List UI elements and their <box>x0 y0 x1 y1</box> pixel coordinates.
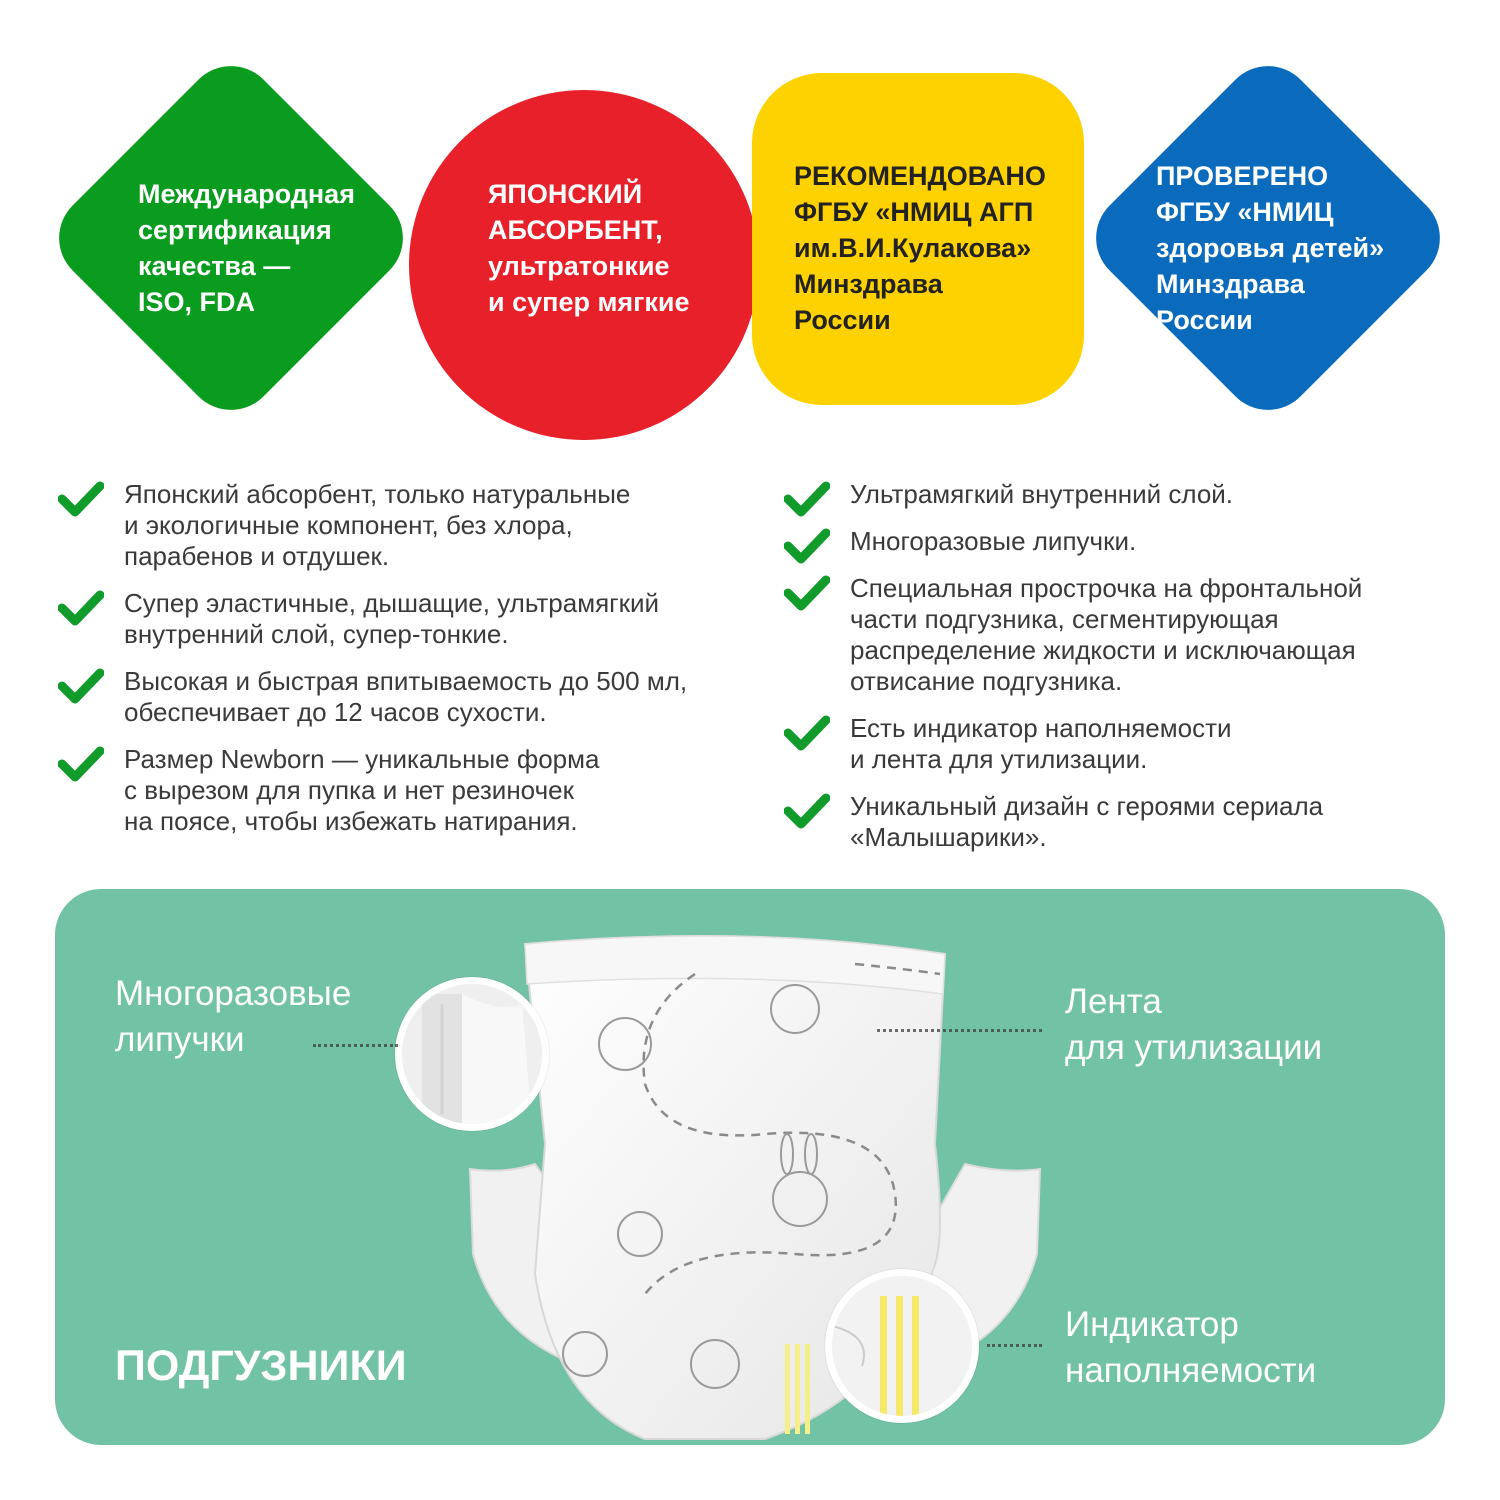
checkmark-icon <box>784 479 830 519</box>
list-item <box>58 744 758 837</box>
velcro-detail-image <box>402 984 542 1124</box>
list-item <box>58 666 758 728</box>
product-title: ПОДГУЗНИКИ <box>115 1342 407 1390</box>
list-item <box>784 526 1484 557</box>
features-left-list <box>58 479 758 853</box>
checkmark-icon <box>784 573 830 613</box>
feature-text: Супер эластичные, дышащие, ультрамягкий внутренний слой, супер-тонкие. <box>124 588 660 649</box>
indicator-callout: Индикатор наполняемости <box>1065 1305 1317 1390</box>
feature-text: Есть индикатор наполняемости и лента для утилизации. <box>850 713 1232 774</box>
checkmark-icon <box>784 791 830 831</box>
feature-text: Ультрамягкий внутренний слой. <box>850 479 1234 509</box>
list-item <box>784 791 1484 853</box>
feature-text: Японский абсорбент, только натуральные и экологичные компонент, без хлора, парабенов и отдушек. <box>124 479 631 571</box>
feature-text: Высокая и быстрая впитываемость до 500 мл, обеспечивает до 12 часов сухости. <box>124 666 688 727</box>
feature-text: Уникальный дизайн с героями сериала «Малышарики». <box>850 791 1324 852</box>
badge-certification-text: Международная сертификация качества — ISO, FDA <box>138 179 355 317</box>
checkmark-icon <box>784 526 830 566</box>
checkmark-icon <box>58 479 104 519</box>
velcro-callout: Многоразовые липучки <box>115 974 352 1059</box>
indicator-leader-line <box>987 1344 1042 1347</box>
indicator-detail-image <box>832 1276 972 1416</box>
indicator-zoom-circle <box>825 1269 979 1423</box>
feature-text: Специальная прострочка на фронтальной части подгузника, сегментирующая распределение жидкости и исключающая отвисание подгузника. <box>850 573 1363 696</box>
velcro-zoom-circle <box>395 977 549 1131</box>
badge-absorbent-text: ЯПОНСКИЙ АБСОРБЕНТ, ультратонкие и супер мягкие <box>488 179 690 317</box>
feature-text: Размер Newborn — уникальные форма с вырезом для пупка и нет резиночек на поясе, чтобы избежать натирания. <box>124 744 600 836</box>
checkmark-icon <box>58 666 104 706</box>
checkmark-icon <box>784 713 830 753</box>
checkmark-icon <box>58 588 104 628</box>
features-right-list <box>784 479 1484 869</box>
list-item <box>784 713 1484 775</box>
tape-callout: Лента для утилизации <box>1065 982 1323 1067</box>
list-item <box>58 588 758 650</box>
badge-recommended-text: РЕКОМЕНДОВАНО ФГБУ «НМИЦ АГП им.В.И.Кулакова» Минздрава России <box>794 161 1046 335</box>
product-panel <box>55 889 1445 1445</box>
list-item <box>784 573 1484 697</box>
list-item <box>58 479 758 572</box>
list-item <box>784 479 1484 510</box>
feature-text: Многоразовые липучки. <box>850 526 1137 556</box>
tape-leader-line <box>877 1029 1042 1032</box>
checkmark-icon <box>58 744 104 784</box>
badge-verified-text: ПРОВЕРЕНО ФГБУ «НМИЦ здоровья детей» Минздрава России <box>1156 161 1385 335</box>
